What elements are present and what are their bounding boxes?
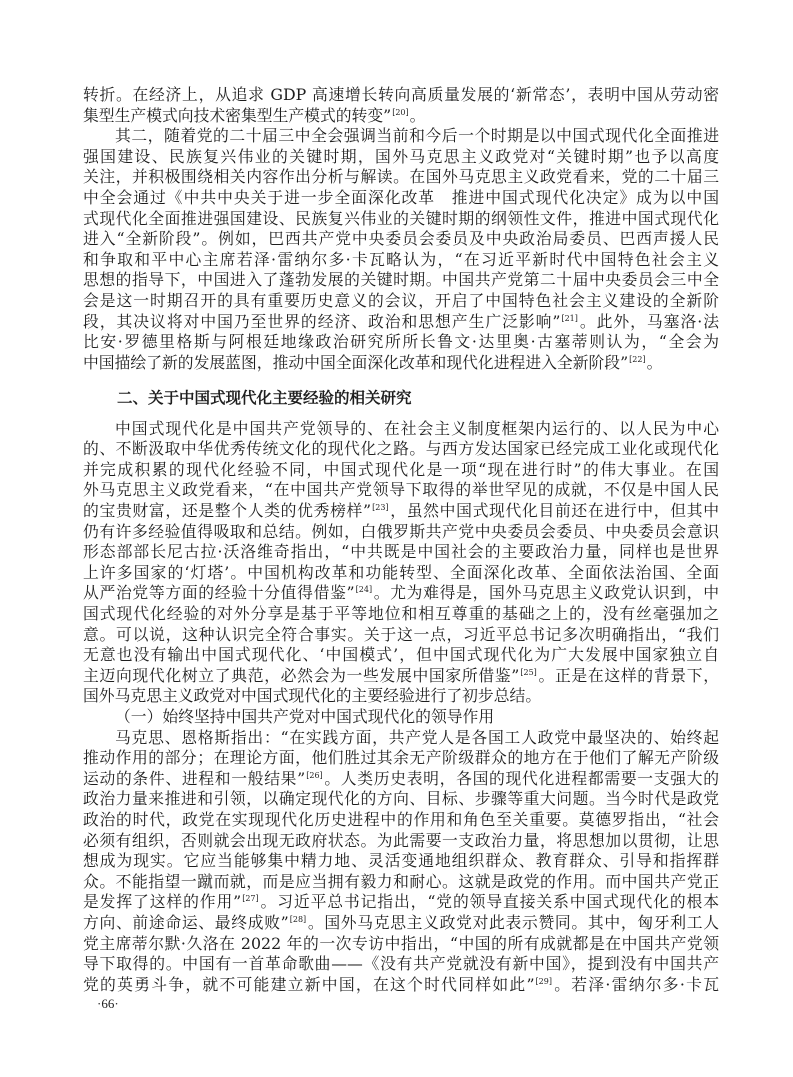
text-line: [83, 106, 719, 127]
text-segment: 强国建设、民族复兴伟业的关键时期，国外马克思主义政党对“关键时期”也予以高度: [83, 146, 719, 166]
text-line: [83, 686, 719, 707]
text-segment: 推动作用的部分；在理论方面，他们胜过其余无产阶级群众的地方在于他们了解无产阶级: [83, 748, 719, 768]
text-line: [83, 312, 719, 333]
text-segment: 。: [409, 105, 426, 125]
text-line: [83, 810, 719, 831]
text-segment: 国外马克思主义政党对中国式现代化的主要经验进行了初步总结。: [83, 686, 542, 706]
text-line: [83, 851, 719, 872]
text-line: [83, 872, 719, 893]
text-segment: 并完成积累的现代化经验不同，中国式现代化是一项“现在进行时”的伟大事业。在国: [83, 459, 719, 479]
citation-reference: [29]: [535, 976, 552, 986]
text-segment: ，虽然中国式现代化目前还在进行中，但其中: [389, 501, 719, 521]
citation-reference: [27]: [242, 894, 259, 904]
text-line: [83, 501, 719, 522]
text-line: [83, 270, 719, 291]
text-segment: 关注，并积极围绕相关内容作出分析与解读。在国外马克思主义政党看来，党的二十届三: [83, 167, 719, 187]
text-line: [83, 789, 719, 810]
text-line: [83, 666, 719, 687]
text-line: [83, 583, 719, 604]
text-segment: 导下取得的。中国有一首革命歌曲——《没有共产党就没有新中国》，提到没有中国共产: [83, 954, 719, 974]
citation-reference: [25]: [520, 667, 537, 677]
text-line: [83, 728, 719, 749]
document-body: [83, 85, 719, 995]
text-segment: 党的英勇斗争，就不可能建立新中国，在这个时代同样如此”: [83, 974, 535, 994]
text-line: [83, 892, 719, 913]
text-line: [83, 831, 719, 852]
citation-reference: [28]: [289, 914, 307, 924]
text-segment: 形态部部长尼古拉·沃洛维奇指出，“中共既是中国社会的主要政治力量，同样也是世界: [83, 542, 719, 562]
paragraph: [83, 707, 719, 728]
text-line: [83, 625, 719, 646]
text-line: [83, 147, 719, 168]
text-line: [83, 522, 719, 543]
citation-reference: [21]: [561, 313, 578, 323]
text-line: [83, 934, 719, 955]
text-segment: 中国描绘了新的发展蓝图，推动中国全面深化改革和现代化进程进入全新阶段”: [83, 352, 629, 372]
text-segment: 。尤为难得是，国外马克思主义政党认识到，中: [373, 583, 719, 603]
text-segment: 。正是在这样的背景下，: [537, 665, 719, 685]
text-segment: 。人类历史表明，各国的现代化进程都需要一支强大的: [323, 768, 719, 788]
text-line: [83, 707, 719, 728]
text-segment: 式现代化全面推进强国建设、民族复兴伟业的关键时期的纲领性文件，推进中国式现代化: [83, 208, 719, 228]
text-segment: 仍有许多经验值得吸取和总结。例如，白俄罗斯共产党中央委员会委员、中央委员会意识: [83, 521, 719, 541]
text-line: [83, 913, 719, 934]
citation-reference: [26]: [306, 770, 323, 780]
text-segment: 。国外马克思主义政党对此表示赞同。其中，匈牙利工人: [307, 912, 719, 932]
text-segment: 中全会通过《中共中央关于进一步全面深化改革 推进中国式现代化决定》成为以中国: [83, 187, 719, 207]
section-heading: 二、关于中国式现代化主要经验的相关研究: [117, 388, 412, 407]
text-segment: 政治力量来推进和引领，以确定现代化的方向、目标、步骤等重大问题。当今时代是政党: [83, 789, 719, 809]
text-line: [83, 748, 719, 769]
text-line: [83, 353, 719, 374]
text-segment: 运动的条件、进程和一般结果”: [83, 768, 306, 788]
text-segment: 其二，随着党的二十届三中全会强调当前和今后一个时期是以中国式现代化全面推进: [115, 126, 719, 146]
text-line: [83, 332, 719, 353]
paragraph: [83, 728, 719, 996]
text-line: [83, 645, 719, 666]
text-line: [83, 250, 719, 271]
text-segment: 。若泽·雷纳尔多·卡瓦: [552, 974, 719, 994]
text-segment: 的、不断汲取中华优秀传统文化的现代化之路。与西方发达国家已经完成工业化或现代化: [83, 439, 719, 459]
text-segment: 政治的时代，政党在实现现代化历史进程中的作用和角色至关重要。莫德罗指出，“社会: [83, 809, 719, 829]
text-line: [83, 291, 719, 312]
text-segment: 必须有组织，否则就会出现无政府状态。为此需要一支政治力量，将思想加以贯彻，让思: [83, 830, 719, 850]
text-line: [83, 209, 719, 230]
text-line: [83, 126, 719, 147]
text-segment: 方向、前途命运、最终成败”: [83, 912, 289, 932]
text-segment: 的宝贵财富，还是整个人类的优秀榜样”: [83, 501, 372, 521]
text-segment: 会是这一时期召开的具有重要历史意义的会议，开启了中国特色社会主义建设的全新阶: [83, 290, 719, 310]
paragraph: [83, 85, 719, 126]
text-segment: 集型生产模式向技术密集型生产模式的转变”: [83, 105, 392, 125]
text-segment: 转折。在经济上，从追求 GDP 高速增长转向高质量发展的‘新常态’，表明中国从劳动密: [83, 85, 719, 104]
text-segment: 国式现代化经验的对外分享是基于平等地位和相互尊重的基础之上的，没有丝毫强加之: [83, 604, 719, 624]
text-segment: 马克思、恩格斯指出：“在实践方面，共产党人是各国工人政党中最坚决的、始终起: [115, 727, 719, 747]
text-line: [83, 604, 719, 625]
text-line: [83, 419, 719, 440]
page-number: ·66·: [97, 996, 119, 1011]
text-segment: 。此外，马塞洛·法: [578, 311, 719, 331]
text-segment: 无意也没有输出中国式现代化、‘中国模式’，但中国式现代化为广大发展中国家独立自: [83, 645, 719, 665]
text-segment: 上许多国家的‘灯塔’。中国机构改革和功能转型、全面深化改革、全面依法治国、全面: [83, 562, 719, 582]
citation-reference: [20]: [392, 107, 409, 117]
text-segment: 。: [646, 352, 663, 372]
text-segment: 比安·罗德里格斯与阿根廷地缘政治研究所所长鲁文·达里奥·古塞蒂则认为，“全会为: [83, 332, 719, 352]
text-line: [83, 188, 719, 209]
text-segment: 主迈向现代化树立了典范，必然会为一些发展中国家所借鉴”: [83, 665, 520, 685]
text-line: [83, 439, 719, 460]
text-segment: 从严治党等方面的经验十分值得借鉴”: [83, 583, 355, 603]
text-segment: 和争取和平中心主席若泽·雷纳尔多·卡瓦略认为，“在习近平新时代中国特色社会主义: [83, 249, 719, 269]
text-line: [83, 769, 719, 790]
citation-reference: [22]: [629, 354, 646, 364]
text-line: [83, 480, 719, 501]
text-line: [83, 542, 719, 563]
text-segment: 是发挥了这样的作用”: [83, 892, 242, 912]
text-segment: 中国式现代化是中国共产党领导的、在社会主义制度框架内运行的、以人民为中心: [115, 418, 719, 438]
paragraph: [83, 126, 719, 373]
text-segment: 意。可以说，这种认识完全符合事实。关于这一点，习近平总书记多次明确指出，“我们: [83, 624, 719, 644]
text-segment: 党主席蒂尔默·久洛在 2022 年的一次专访中指出，“中国的所有成就都是在中国共产党领: [83, 933, 719, 953]
text-segment: 思想的指导下，中国进入了蓬勃发展的关键时期。中国共产党第二十届中央委员会三中全: [83, 270, 719, 290]
text-segment: 。习近平总书记指出，“党的领导直接关系中国式现代化的根本: [259, 892, 719, 912]
text-line: [83, 229, 719, 250]
text-segment: 外马克思主义政党看来，“在中国共产党领导下取得的举世罕见的成就，不仅是中国人民: [83, 480, 719, 500]
text-line: [83, 167, 719, 188]
text-segment: 众。不能指望一蹴而就，而是应当拥有毅力和耐心。这就是政党的作用。而中国共产党正: [83, 871, 719, 891]
paragraph: [83, 419, 719, 707]
text-segment: 段，其决议将对中国乃至世界的经济、政治和思想产生广泛影响”: [83, 311, 561, 331]
citation-reference: [23]: [372, 503, 389, 513]
text-line: [83, 85, 719, 106]
text-line: [83, 563, 719, 584]
text-line: [83, 954, 719, 975]
text-line: [83, 460, 719, 481]
text-segment: 进入“全新阶段”。例如，巴西共产党中央委员会委员及中央政治局委员、巴西声援人民: [83, 229, 719, 249]
text-line: [83, 975, 719, 996]
text-segment: 想成为现实。它应当能够集中精力地、灵活变通地组织群众、教育群众、引导和指挥群: [83, 851, 719, 871]
citation-reference: [24]: [355, 585, 373, 595]
text-segment: （一）始终坚持中国共产党对中国式现代化的领导作用: [115, 707, 495, 726]
